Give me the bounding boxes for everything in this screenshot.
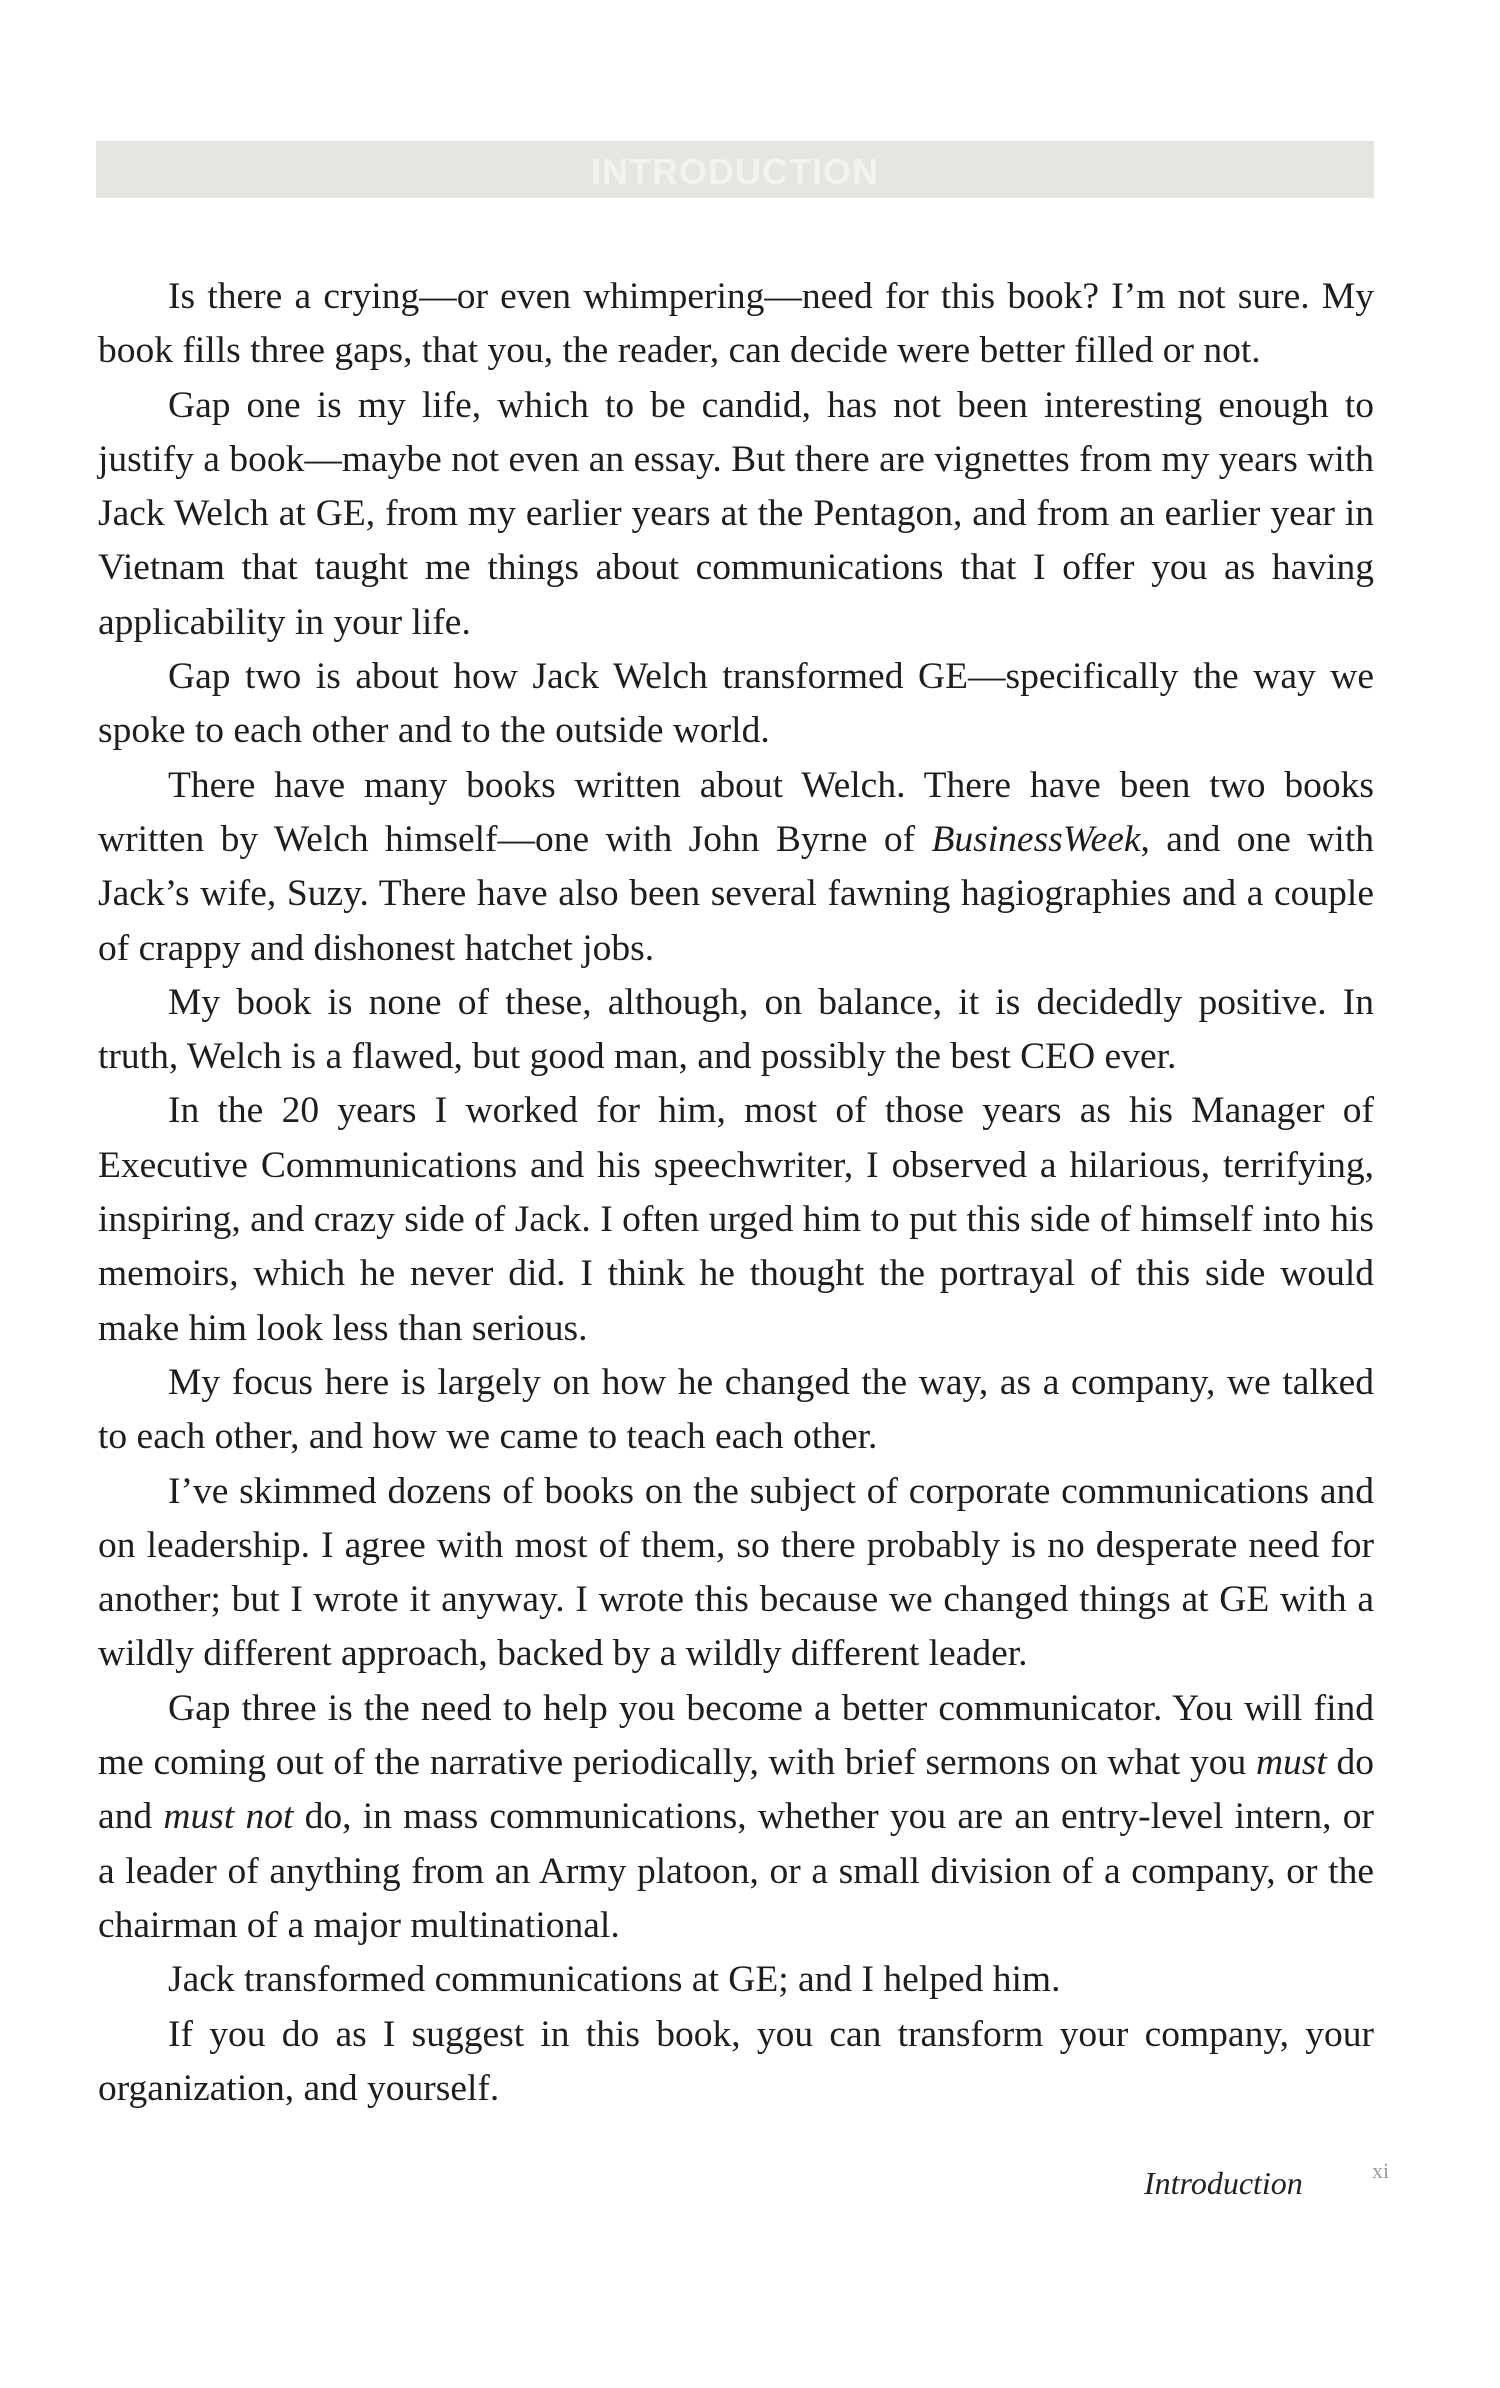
text-run: If you do as I suggest in this book, you can transform your company, your organization, and yourself. xyxy=(98,2013,1374,2109)
text-run: I’ve skimmed dozens of books on the subject of corporate communications and on leadership. I agree with most of them, so there probably is no desperate need for another; but I wrote it anyway. I wrote this because we changed things at GE with a wildly different approach, backed by a wildly different leader. xyxy=(98,1470,1374,1675)
paragraph xyxy=(98,1465,1374,1682)
text-run: , and one with Jack’s wife, Suzy. There have also been several fawning hagiographies and a couple of crappy and dishonest hatchet jobs. xyxy=(98,818,1374,969)
paragraph xyxy=(98,379,1374,650)
page-number: xi xyxy=(1372,2158,1390,2183)
text-run: Gap one is my life, which to be candid, has not been interesting enough to justify a book—maybe not even an essay. But there are vignettes from my years with Jack Welch at GE, from my earlier years at the Pentagon, and from an earlier year in Vietnam that taught me things about communications that I offer you as having applicability in your life. xyxy=(98,384,1374,643)
paragraph xyxy=(98,650,1374,759)
text-run: do, in mass communications, whether you are an entry-level intern, or a leader of anything from an Army platoon, or a small division of a company, or the chairman of a major multinational. xyxy=(98,1796,1375,1946)
paragraph xyxy=(98,1356,1374,1465)
italic-text: BusinessWeek xyxy=(931,818,1141,860)
paragraph xyxy=(98,2008,1374,2117)
paragraph xyxy=(98,270,1374,379)
body-text xyxy=(98,270,1374,2116)
text-run: Gap three is the need to help you become a better communicator. You will find me coming out of the narrative periodically, with brief sermons on what you xyxy=(98,1687,1374,1784)
text-run: My book is none of these, although, on balance, it is decidedly positive. In truth, Welch is a flawed, but good man, and possibly the best CEO ever. xyxy=(98,981,1374,1078)
running-footer-title: Introduction xyxy=(1144,2165,1303,2201)
text-run: Gap two is about how Jack Welch transformed GE—specifically the way we spoke to each other and to the outside world. xyxy=(98,656,1374,752)
chapter-header-bar xyxy=(96,141,1374,198)
italic-text: must xyxy=(1255,1742,1327,1784)
text-run: do and xyxy=(98,1742,1374,1838)
paragraph xyxy=(98,976,1374,1085)
text-run: Is there a crying—or even whimpering—need for this book? I’m not sure. My book fills three gaps, that you, the reader, can decide were better filled or not. xyxy=(98,276,1374,372)
paragraph xyxy=(98,1084,1374,1355)
chapter-title: INTRODUCTION xyxy=(591,151,879,192)
paragraph xyxy=(98,1682,1374,1953)
paragraph xyxy=(98,759,1374,976)
text-run: My focus here is largely on how he changed the way, as a company, we talked to each other, and how we came to teach each other. xyxy=(98,1361,1374,1458)
text-run: Jack transformed communications at GE; and I helped him. xyxy=(168,1959,1061,2001)
paragraph xyxy=(98,1953,1374,2007)
italic-text: must not xyxy=(163,1796,294,1838)
text-run: There have many books written about Welch. There have been two books written by Welch himself—one with John Byrne of xyxy=(98,764,1374,860)
text-run: In the 20 years I worked for him, most of those years as his Manager of Executive Communications and his speechwriter, I observed a hilarious, terrifying, inspiring, and crazy side of Jack. I often urged him to put this side of himself into his memoirs, which he never did. I think he thought the portrayal of this side would make him look less than serious. xyxy=(98,1090,1374,1349)
